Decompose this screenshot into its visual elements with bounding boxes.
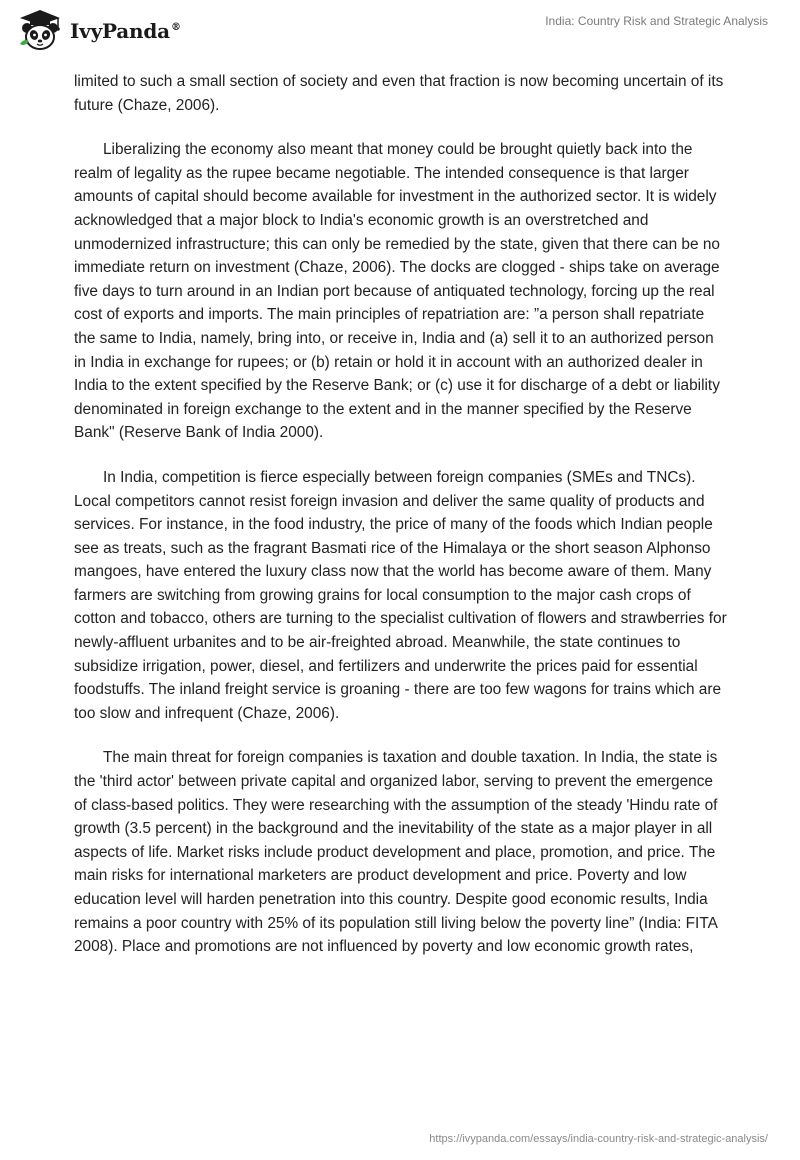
page-header bbox=[0, 0, 800, 60]
panda-graduate-logo-icon bbox=[16, 8, 64, 52]
paragraph-liberalization: Liberalizing the economy also meant that money could be brought quietly back into the realm of legality as the rupee became negotiable. The intended consequence is that larger amounts of capital should become available for investment in the authorized sector. It is widely acknowledged that a major block to India's economic growth is an overstretched and unmodernized infrastructure; this can only be remedied by the state, given that there can be no immediate return on investment (Chaze, 2006). The docks are clogged - ships take on average five days to turn around in an Indian port because of antiquated technology, forcing up the real cost of exports and imports. The main principles of repatriation are: ”a person shall repatriate the same to India, namely, bring into, or receive in, India and (a) sell it to an authorized person in India in exchange for rupees; or (b) retain or hold it in account with an authorized dealer in India to the extent specified by the Reserve Bank; or (c) use it for discharge of a debt or liability denominated in foreign exchange to the extent and in the manner specified by the Reserve Bank" (Reserve Bank of India 2000). bbox=[74, 141, 720, 442]
source-url-link[interactable]: https://ivypanda.com/essays/india-country-risk-and-strategic-analysis/ bbox=[429, 1133, 768, 1145]
brand-name: IvyPanda® bbox=[70, 19, 181, 43]
essay-body bbox=[74, 70, 729, 980]
document-title: India: Country Risk and Strategic Analysis bbox=[545, 14, 768, 28]
paragraph-continued: limited to such a small section of society and even that fraction is now becoming uncertain of its future (Chaze, 2006). bbox=[74, 73, 724, 114]
paragraph-threats: The main threat for foreign companies is taxation and double taxation. In India, the state is the 'third actor' between private capital and organized labor, serving to prevent the emergence of class-based politics. They were researching with the assumption of the steady 'Hindu rate of growth (3.5 percent) in the background and the inevitability of the state as a major player in all aspects of life. Market risks include product development and place, promotion, and price. The main risks for international marketers are product development and price. Poverty and low education level will harden penetration into this country. Despite good economic results, India remains a poor country with 25% of its population still living below the poverty line” (India: FITA 2008). Place and promotions are not influenced by poverty and low economic growth rates, bbox=[74, 749, 718, 956]
registered-mark: ® bbox=[170, 22, 181, 34]
brand-logo[interactable] bbox=[16, 8, 181, 52]
paragraph-competition: In India, competition is fierce especially between foreign companies (SMEs and TNCs). Local competitors cannot resist foreign invasion and deliver the same quality of products and services. For instance, in the food industry, the price of many of the foods which Indian people see as treats, such as the fragrant Basmati rice of the Himalaya or the short season Alphonso mangoes, have entered the luxury class now that the world has become aware of them. Many farmers are switching from growing grains for local consumption to the major cash crops of cotton and tobacco, others are turning to the specialist cultivation of flowers and strawberries for newly-affluent urbanites and to be air-freighted abroad. Meanwhile, the state continues to subsidize irrigation, power, diesel, and fertilizers and underwrite the prices paid for essential foodstuffs. The inland freight service is groaning - there are too few wagons for trains which are too slow and infrequent (Chaze, 2006). bbox=[74, 468, 727, 722]
